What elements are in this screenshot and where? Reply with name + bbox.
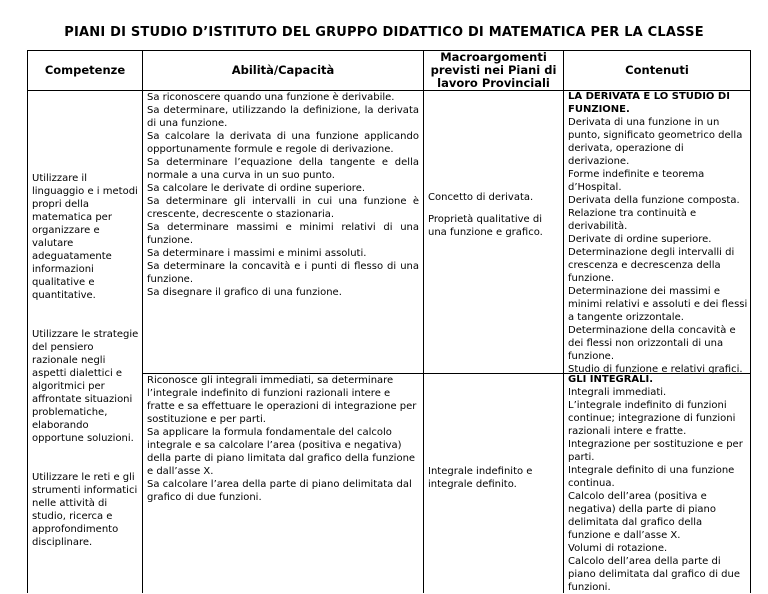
abilita-item: Sa calcolare le derivate di ordine superiore. xyxy=(147,183,366,194)
contenuti-item: Derivata della funzione composta. xyxy=(568,195,740,206)
abilita-item: Sa determinare i massimi e minimi assoluti. xyxy=(147,248,367,259)
abilita-cell-integrali xyxy=(147,374,419,504)
competenze-cell xyxy=(32,172,142,549)
contenuti-section-title: LA DERIVATA E LO STUDIO DI FUNZIONE. xyxy=(568,91,730,115)
header-competenze: Competenze xyxy=(44,62,126,77)
macro-item: Integrale indefinito e integrale definito. xyxy=(428,466,533,490)
abilita-item: Sa calcolare l’area della parte di piano delimitata dal grafico di due funzioni. xyxy=(147,479,412,503)
contenuti-item: Integrale definito di una funzione continua. xyxy=(568,465,735,489)
header-contenuti: Contenuti xyxy=(625,62,689,77)
table-border-right xyxy=(750,50,751,593)
header-abilita: Abilità/Capacità xyxy=(231,62,335,77)
contenuti-item: Integrali immediati. xyxy=(568,387,667,398)
contenuti-item: Calcolo dell’area della parte di piano delimitata dal grafico di due funzioni. xyxy=(568,556,740,593)
table-border-left xyxy=(27,50,28,593)
contenuti-item: Determinazione della concavità e dei flessi non orizzontali di una funzione. xyxy=(568,325,736,362)
column-divider-1 xyxy=(142,50,143,593)
abilita-item: Sa determinare massimi e minimi relativi di una funzione. xyxy=(147,222,419,246)
contenuti-item: Forme indefinite e teorema d’Hospital. xyxy=(568,169,705,193)
contenuti-item: Relazione tra continuità e derivabilità. xyxy=(568,208,697,232)
study-plan-table xyxy=(27,50,751,593)
column-divider-2 xyxy=(423,50,424,593)
competenza-text: Utilizzare il linguaggio e i metodi propri della matematica per organizzare e valutare adeguatamente informazioni qualitative e quantitative. xyxy=(32,173,138,301)
macro-item: Proprietà qualitative di una funzione e grafico. xyxy=(428,214,543,238)
abilita-item: Sa calcolare la derivata di una funzione applicando opportunamente formule e regole di derivazione. xyxy=(147,131,419,155)
abilita-cell-derivate xyxy=(147,91,419,299)
abilita-item: Sa determinare, utilizzando la definizione, la derivata di una funzione. xyxy=(147,105,419,129)
page-title: PIANI DI STUDIO D’ISTITUTO DEL GRUPPO DIDATTICO DI MATEMATICA PER LA CLASSE xyxy=(64,25,704,40)
abilita-item: Sa disegnare il grafico di una funzione. xyxy=(147,287,342,298)
contenuti-item: Determinazione dei massimi e minimi relativi e assoluti e dei flessi a tangente orizzontale. xyxy=(568,286,748,323)
abilita-item: Sa applicare la formula fondamentale del calcolo integrale e sa calcolare l’area (positiva e negativa) della parte di piano limitata dal grafico della funzione e dall’asse X. xyxy=(147,427,416,477)
macro-cell-derivate xyxy=(428,191,561,239)
contenuti-item: Studio di funzione e relativi grafici. xyxy=(568,364,743,375)
contenuti-cell-derivate xyxy=(568,90,748,376)
contenuti-item: Derivate di ordine superiore. xyxy=(568,234,712,245)
contenuti-cell-integrali xyxy=(568,373,748,594)
contenuti-item: Determinazione degli intervalli di crescenza e decrescenza della funzione. xyxy=(568,247,735,284)
contenuti-section-title: GLI INTEGRALI. xyxy=(568,374,654,385)
macro-item: Concetto di derivata. xyxy=(428,192,534,203)
macro-cell-integrali xyxy=(428,465,561,491)
competenza-text: Utilizzare le strategie del pensiero razionale negli aspetti dialettici e algoritmici per affrontate situazioni problematiche, elaborando opportune soluzioni. xyxy=(32,329,139,444)
abilita-item: Sa determinare gli intervalli in cui una funzione è crescente, decrescente o stazionaria. xyxy=(147,196,419,220)
abilita-item: Sa determinare l’equazione della tangente e della normale a una curva in un suo punto. xyxy=(147,157,419,181)
contenuti-item: Calcolo dell’area (positiva e negativa) della parte di piano delimitata dal grafico della funzione e dall’asse X. xyxy=(568,491,717,541)
contenuti-item: Integrazione per sostituzione e per parti. xyxy=(568,439,743,463)
column-divider-3 xyxy=(563,50,564,593)
abilita-item: Sa riconoscere quando una funzione è derivabile. xyxy=(147,92,395,103)
abilita-item: Riconosce gli integrali immediati, sa determinare l’integrale indefinito di funzioni razionali intere e fratte e sa effettuare le operazioni di integrazione per sostituzione e per parti. xyxy=(147,375,417,425)
contenuti-item: Volumi di rotazione. xyxy=(568,543,668,554)
contenuti-item: Derivata di una funzione in un punto, significato geometrico della derivata, operazione di derivazione. xyxy=(568,117,743,167)
header-macroargomenti: Macroargomenti previsti nei Piani di lavoro Provinciali xyxy=(430,49,557,90)
competenza-text: Utilizzare le reti e gli strumenti informatici nelle attività di studio, ricerca e approfondimento disciplinare. xyxy=(32,472,138,548)
abilita-item: Sa determinare la concavità e i punti di flesso di una funzione. xyxy=(147,261,419,285)
contenuti-item: L’integrale indefinito di funzioni continue; integrazione di funzioni razionali intere e fratte. xyxy=(568,400,736,437)
